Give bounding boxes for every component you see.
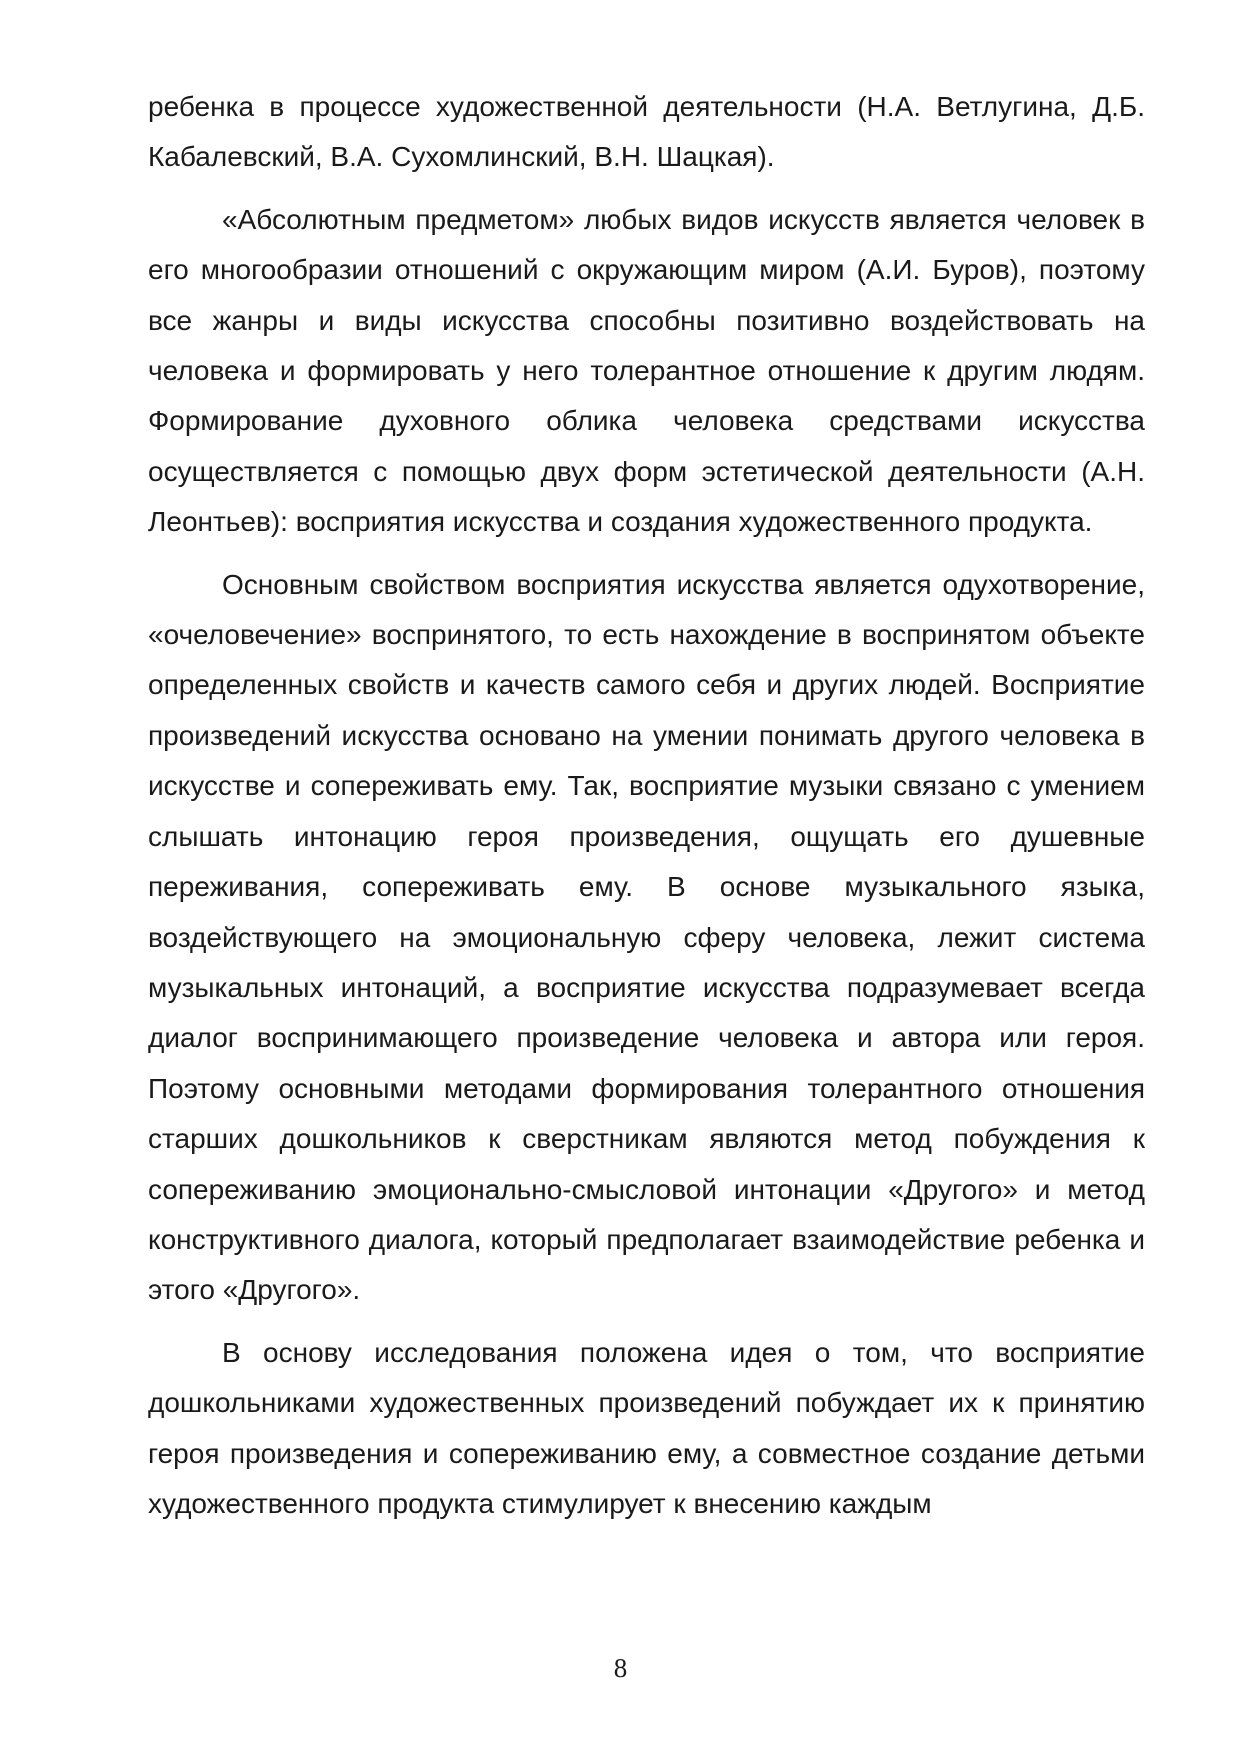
page-body — [148, 82, 1145, 1529]
page-number: 8 — [613, 1653, 628, 1683]
paragraph-art-perception: Основным свойством восприятия искусства является одухотворение, «очеловечение» воспринятого, то есть нахождение в воспринятом объекте определенных свойств и качеств самого себя и других людей. Восприятие произведений искусства основано на умении понимать другого человека в искусстве и сопереживать ему. Так, восприятие музыки связано с умением слышать интонацию героя произведения, ощущать его душевные переживания, сопереживать ему. В основе музыкального языка, воздействующего на эмоциональную сферу человека, лежит система музыкальных интонаций, а восприятие искусства подразумевает всегда диалог воспринимающего произведение человека и автора или героя. Поэтому основными методами формирования толерантного отношения старших дошкольников к сверстникам являются метод побуждения к сопереживанию эмоционально-смысловой интонации «Другого» и метод конструктивного диалога, который предполагает взаимодействие ребенка и этого «Другого». — [148, 568, 1145, 1306]
paragraph-art-subject: «Абсолютным предметом» любых видов искусств является человек в его многообразии отношений с окружающим миром (А.И. Буров), поэтому все жанры и виды искусства способны позитивно воздействовать на человека и формировать у него толерантное отношение к другим людям. Формирование духовного облика человека средствами искусства осуществляется с помощью двух форм эстетической деятельности (А.Н. Леонтьев): восприятия искусства и создания художественного продукта. — [148, 203, 1145, 538]
paragraph-research-idea: В основу исследования положена идея о том, что восприятие дошкольниками художественных произведений побуждает их к принятию героя произведения и сопереживанию ему, а совместное создание детьми художественного продукта стимулирует к внесению каждым — [148, 1336, 1145, 1519]
paragraph-continuation: ребенка в процессе художественной деятельности (Н.А. Ветлугина, Д.Б. Кабалевский, В.А. Сухомлинский, В.Н. Шацкая). — [148, 91, 1145, 173]
